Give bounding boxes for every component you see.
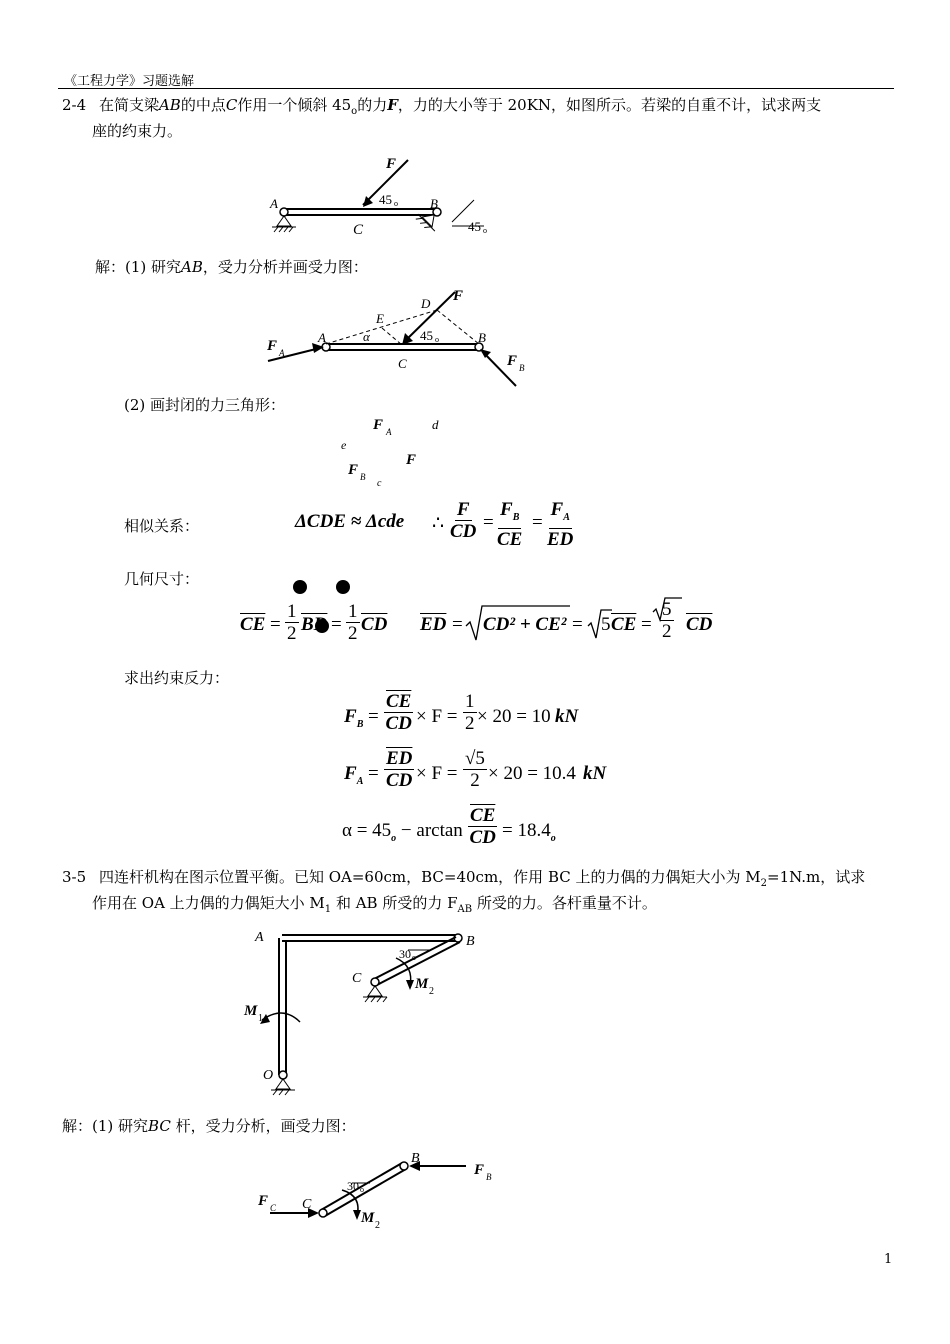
label-M1: M (244, 1003, 258, 1019)
similar-relation: ΔCDE ≈ Δcde (295, 511, 405, 532)
label-angle: 45 (420, 328, 433, 343)
text: BC (148, 1117, 171, 1135)
label-FC: F (258, 1193, 269, 1209)
text: 2 (760, 878, 767, 889)
label-C: C (353, 222, 364, 238)
label-degree: o (483, 226, 487, 235)
text: o (351, 106, 358, 117)
text: 所受的力。各杆重量不计。 (472, 894, 657, 912)
label-F: F (386, 156, 397, 172)
eq1-rest: × F = (416, 706, 458, 727)
label-degree: o (360, 1185, 364, 1194)
header-title: 《工程力学》习题选解 (64, 74, 195, 89)
label-FC-sub: C (270, 1203, 277, 1213)
denominator: ED (547, 528, 574, 550)
label-FA-sub: A (279, 348, 285, 358)
equals: = (368, 706, 379, 727)
equals: = (452, 614, 463, 635)
eq2-lhs: $F_A$ (344, 763, 364, 787)
denominator: 2 (287, 623, 297, 644)
text: AB (181, 258, 203, 276)
numerator: 1 (348, 601, 358, 622)
label-A: A (255, 930, 264, 945)
equals: = (572, 614, 583, 635)
denominator: CD (385, 713, 412, 734)
label-d: d (432, 417, 439, 432)
label-M2-sub: 2 (375, 1220, 380, 1231)
text: 1 (324, 904, 332, 915)
label-FB: F (348, 462, 359, 478)
label-angle-30: 30 (399, 947, 411, 961)
label-B: B (411, 1151, 420, 1166)
numerator: $\overline{CE}$ (470, 805, 496, 826)
text: 杆，受力分析，画受力图： (170, 1117, 356, 1135)
numerator: F (456, 499, 470, 520)
equals: = (368, 763, 379, 784)
label-O: O (263, 1068, 274, 1083)
text: AB (158, 96, 181, 114)
equals: = (331, 614, 342, 635)
numerator: 5 (662, 599, 672, 620)
numerator: 1 (465, 691, 475, 712)
text: 解：(1) 研究 (95, 258, 182, 276)
label-FB: F (474, 1162, 485, 1178)
label-FA: F (373, 417, 384, 433)
text: 四连杆机构在图示位置平衡。已知 OA=60cm，BC=40cm，作用 BC 上的力偶的力偶矩大小为 M (98, 868, 761, 886)
sqrt-expression: CD² + CE² (483, 614, 567, 635)
label-A: A (318, 330, 326, 345)
label-FA-sub: A (386, 427, 392, 437)
subscript: A (563, 511, 570, 523)
label-angle-45: 45 (379, 192, 392, 207)
label-B: B (466, 934, 475, 949)
label-M2: M (361, 1210, 375, 1226)
denominator: CE (497, 528, 523, 550)
label-B: B (430, 196, 438, 211)
label-FB: F (507, 353, 518, 369)
label-angle-30: 30 (347, 1179, 359, 1193)
label-C: C (398, 356, 407, 371)
label-F: F (406, 452, 417, 468)
text: ，受力分析并画受力图： (202, 258, 368, 276)
geom-CD: $\overline{CD}$ (686, 614, 713, 635)
denominator: CD (469, 827, 496, 848)
label-FB-sub: B (360, 472, 366, 482)
geom-ED: $\overline{ED}$ (420, 614, 447, 635)
solve-label: 求出约束反力： (124, 669, 230, 687)
label-c: c (377, 478, 382, 489)
subscript: B (512, 511, 520, 523)
label-E: E (376, 311, 384, 326)
label-C: C (352, 971, 362, 986)
denominator: 2 (348, 623, 358, 644)
label-degree: o (435, 335, 439, 344)
numerator: F (500, 499, 513, 520)
eq2-rest: × F = (416, 763, 458, 784)
label-D: D (421, 296, 431, 311)
text: C (225, 96, 238, 114)
problem-number: 3-5 (62, 868, 87, 886)
label-FB-sub: B (519, 363, 525, 373)
label-degree: o (394, 199, 398, 208)
eq2-unit: kN (583, 763, 607, 784)
equals: = (270, 614, 281, 635)
text: =1N.m，试求 (767, 868, 866, 886)
numerator: 1 (287, 601, 297, 622)
problem-2-4-line2: 座的约束力。 (92, 122, 183, 140)
eq3-tail: = $18.4_o$ (502, 820, 556, 844)
geom-CE: $\overline{CE}$ (240, 614, 266, 635)
text: 作用一个倾斜 45 (237, 96, 352, 114)
problem-number: 2-4 (62, 96, 87, 114)
label-M2: M (415, 976, 429, 992)
eq1-unit: kN (555, 706, 579, 727)
label-C: C (302, 1197, 312, 1212)
equals: = (641, 614, 652, 635)
label-angle-45-support: 45 (468, 219, 481, 234)
label-alpha: α (363, 329, 370, 344)
numerator: $\overline{CE}$ (386, 691, 412, 712)
text: 作用在 OA 上力偶的力偶矩大小 M (92, 894, 325, 912)
denominator: 2 (662, 621, 672, 642)
denominator: CD (386, 770, 413, 791)
geom-BD: $\overline{BD}$ (301, 614, 328, 635)
text: 解：(1) 研究 (62, 1117, 149, 1135)
similar-label: 相似关系： (124, 517, 200, 535)
eq1-tail: × 20 = 10 (477, 706, 551, 727)
text: ，力的大小等于 20KN，如图所示。若梁的自重不计，试求两支 (397, 96, 822, 114)
denominator: CD (450, 521, 477, 542)
sqrt5: 5 (601, 614, 611, 635)
label-FB-sub: B (486, 1172, 492, 1182)
geom-CD: $\overline{CD}$ (361, 614, 388, 635)
eq3-lhs: $\alpha = 45_o - \arctan$ (342, 820, 463, 844)
therefore-symbol: ∴ (432, 513, 445, 534)
label-degree: o (412, 953, 416, 962)
text: AB (457, 904, 473, 915)
numerator: $\overline{ED}$ (386, 748, 413, 769)
page-number: 1 (884, 1252, 893, 1267)
numerator: F (550, 499, 564, 520)
numerator: √5 (465, 748, 485, 769)
geom-CE: $\overline{CE}$ (611, 614, 637, 635)
text: 和 AB 所受的力 F (331, 894, 458, 912)
equals: = (483, 512, 494, 533)
label-A: A (270, 196, 278, 211)
text: F (387, 96, 398, 114)
eq1-lhs: $F_B$ (344, 706, 364, 730)
geom-label: 几何尺寸： (124, 570, 200, 588)
label-M2-sub: 2 (429, 986, 434, 997)
label-e: e (341, 438, 347, 452)
solution-step-2: (2) 画封闭的力三角形： (124, 396, 286, 414)
label-M1-sub: 1 (258, 1013, 263, 1024)
label-B: B (478, 330, 486, 345)
label-FA: F (267, 338, 278, 354)
text: 的力 (357, 96, 388, 114)
label-F: F (453, 288, 464, 304)
equals: = (532, 512, 543, 533)
denominator: 2 (465, 713, 475, 734)
text: 的中点 (180, 96, 226, 114)
denominator: 2 (470, 770, 480, 791)
eq2-tail: × 20 = 10.4 (488, 763, 576, 784)
text: 在简支梁 (98, 96, 159, 114)
